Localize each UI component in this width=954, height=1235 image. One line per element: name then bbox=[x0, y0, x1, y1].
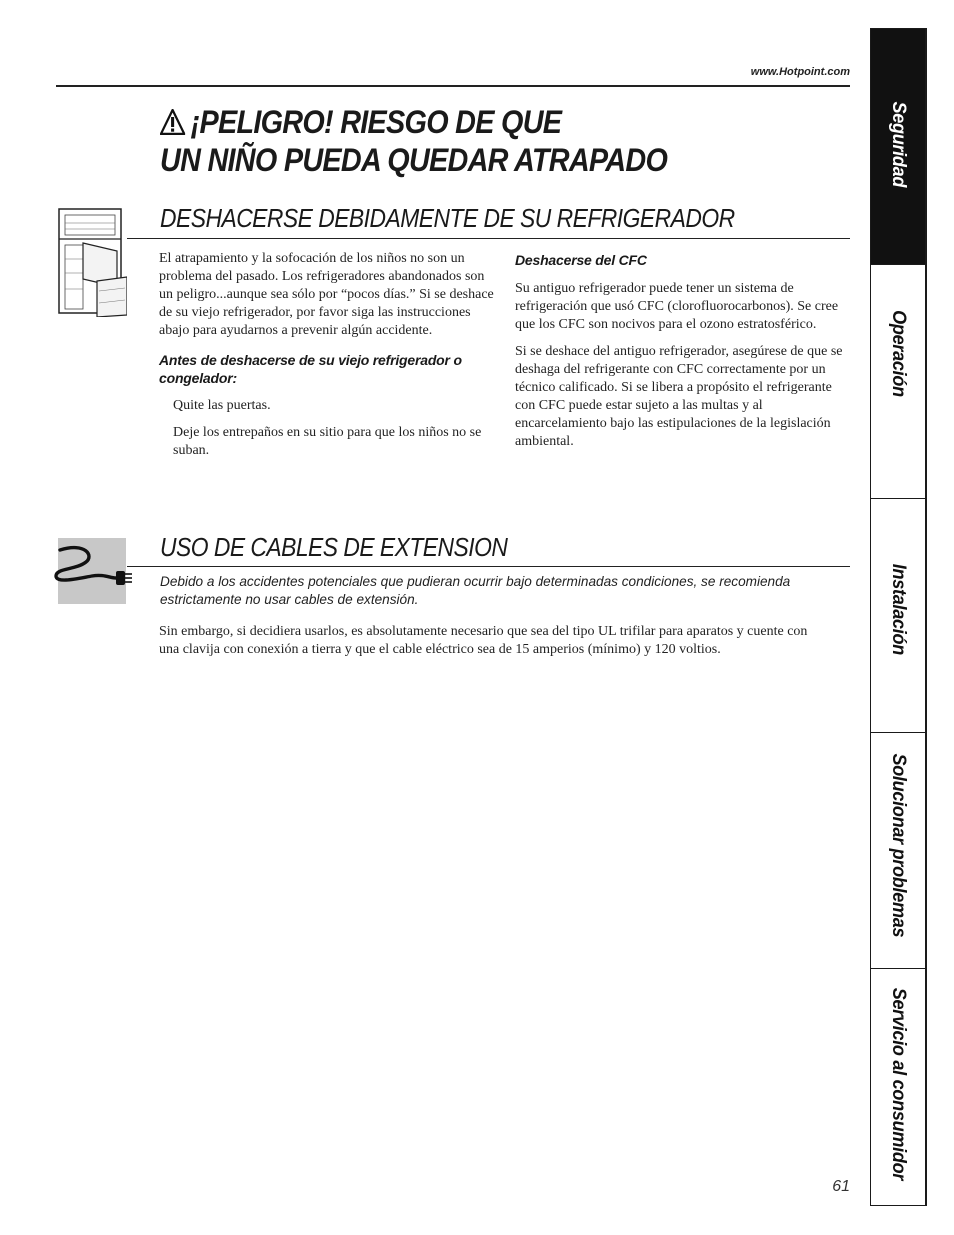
title-line-1: ¡PELIGRO! RIESGO DE QUE bbox=[190, 104, 562, 140]
tab-servicio-al-consumidor[interactable] bbox=[870, 968, 927, 1206]
tab-solucionar-problemas[interactable] bbox=[870, 732, 927, 970]
cfc-heading: Deshacerse del CFC bbox=[515, 252, 647, 268]
title-line-2: UN NIÑO PUEDA QUEDAR ATRAPADO bbox=[160, 142, 668, 178]
right-column bbox=[515, 251, 851, 460]
header-rule bbox=[56, 85, 850, 87]
extension-warning: Debido a los accidentes potenciales que pudieran ocurrir bajo determinadas condiciones, se recomienda estrictamente no usar cables de extensión. bbox=[160, 574, 791, 607]
tab-operacion[interactable] bbox=[870, 264, 927, 500]
section-heading-refrigerator: DESHACERSE DEBIDAMENTE DE SU REFRIGERADOR bbox=[160, 203, 735, 233]
tab-label: Servicio al consumidor bbox=[888, 987, 909, 1181]
section-tabs bbox=[870, 28, 926, 1206]
tab-instalacion[interactable] bbox=[870, 498, 927, 734]
website-url: www.Hotpoint.com bbox=[750, 66, 850, 78]
step-item: Quite las puertas. bbox=[173, 398, 271, 413]
steps-list bbox=[159, 397, 499, 460]
before-disposal-heading: Antes de deshacerse de su viejo refrigerador o congelador: bbox=[159, 352, 462, 386]
extension-body: Sin embargo, si decidiera usarlos, es absolutamente necesario que sea del tipo UL trifilar para aparatos y cuente con una clavija con conexión a tierra y que el cable eléctrico sea de 15 amperios (mínimo) y 120 voltios. bbox=[159, 624, 808, 657]
warning-triangle-icon bbox=[160, 109, 185, 135]
page-title bbox=[160, 103, 667, 179]
tab-label: Instalación bbox=[888, 563, 909, 655]
section-heading-extension: USO DE CABLES DE EXTENSION bbox=[160, 532, 508, 562]
left-column bbox=[159, 250, 499, 469]
section-rule bbox=[127, 566, 850, 567]
intro-paragraph: El atrapamiento y la sofocación de los niños no son un problema del pasado. Los refrigeradores abandonados son un peligro...aunque sea sólo por “pocos días.” Si se deshace de su viejo refrigerador, por favor siga las instrucciones abajo para ayudarnos a prevenir algún accidente. bbox=[159, 251, 494, 338]
extension-cord-icon bbox=[46, 538, 142, 604]
step-item: Deje los entrepaños en su sitio para que los niños no se suban. bbox=[173, 425, 482, 458]
section-rule bbox=[127, 238, 850, 239]
tab-label: Solucionar problemas bbox=[888, 753, 909, 938]
refrigerator-icon bbox=[57, 207, 127, 317]
tab-seguridad[interactable] bbox=[870, 28, 927, 266]
page-number: 61 bbox=[832, 1178, 850, 1195]
tab-label: Seguridad bbox=[888, 101, 909, 188]
tab-label: Operación bbox=[888, 310, 909, 397]
cfc-paragraph-2: Si se deshace del antiguo refrigerador, asegúrese de que se deshaga del refrigerante con CFC correctamente por un técnico calificado. Si se libera a propósito el refrigerante con CFC puede estar sujeto a las multas y al encarcelamiento bajo las estipulaciones de la legislación ambiental. bbox=[515, 344, 843, 449]
cfc-paragraph-1: Su antiguo refrigerador puede tener un sistema de refrigeración que usó CFC (clorofluorocarbonos). Se cree que los CFC son nocivos para el ozono estratosférico. bbox=[515, 281, 839, 332]
